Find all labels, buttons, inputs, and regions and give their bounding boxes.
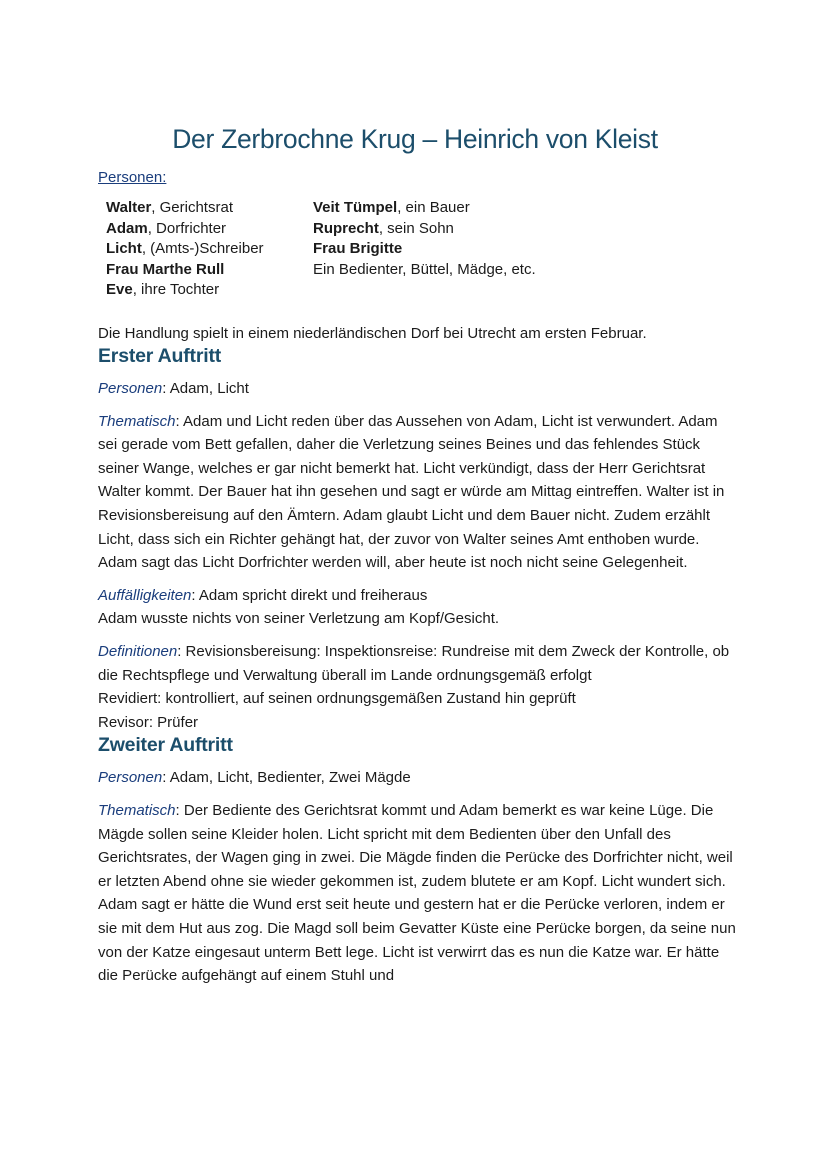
cast-name: Veit Tümpel <box>313 199 398 216</box>
auffaelligkeiten-paragraph <box>98 584 738 631</box>
definitionen-line: Revidiert: kontrolliert, auf seinen ordnungsgemäßen Zustand hin geprüft <box>98 690 576 708</box>
cast-role: , sein Sohn <box>378 219 454 237</box>
document-title: Der Zerbrochne Krug – Heinrich von Kleist <box>172 124 658 154</box>
auffaelligkeiten-text: : Adam spricht direkt und freiheraus <box>191 586 428 604</box>
cast-role: , ihre Tochter <box>132 281 220 298</box>
cast-entry <box>313 239 613 260</box>
cast-role: Ein Bedienter, Büttel, Mädge, etc. <box>313 260 536 278</box>
definitionen-paragraph <box>98 640 738 734</box>
definitionen-text: : Revisionsbereisung: Inspektionsreise: Rundreise mit dem Zweck der Kontrolle, ob die Rechtspflege und Verwaltung überall im Lande ordnungsgemäß erfolgt <box>98 643 730 684</box>
cast-name: Eve <box>106 281 133 298</box>
personen-link[interactable]: Personen: <box>98 169 167 186</box>
cast-role: , Dorfrichter <box>147 219 227 237</box>
cast-name: Ruprecht <box>313 219 379 237</box>
cast-role: , Gerichtsrat <box>151 199 233 216</box>
cast-column-1 <box>106 198 313 301</box>
cast-entry <box>313 198 613 219</box>
personen-paragraph <box>98 766 738 790</box>
cast-entry <box>106 260 313 281</box>
cast-entry <box>106 239 313 260</box>
cast-entry <box>313 260 613 281</box>
setting-paragraph: Die Handlung spielt in einem niederländischen Dorf bei Utrecht am ersten Februar. <box>98 324 647 342</box>
cast-name: Adam <box>106 219 148 237</box>
cast-name: Frau Brigitte <box>313 240 403 257</box>
cast-entry <box>106 280 313 301</box>
thematisch-label: Thematisch <box>98 412 176 430</box>
cast-entry <box>313 219 613 240</box>
section-heading-erster-auftritt: Erster Auftritt <box>98 345 222 368</box>
thematisch-text: : Adam und Licht reden über das Aussehen von Adam, Licht ist verwundert. Adam sei gerade vom Bett gefallen, daher die Verletzung seines Beines und das fehlendes Stück seiner Wange, welches er gar nicht bemerkt hat. Licht verkündigt, dass der Herr Gerichtsrat Walter kommt. Der Bauer hat ihn gesehen und sagt er würde am Mittag eintreffen. Walter ist in Revisionsbereisung auf den Ämtern. Adam glaubt Licht und dem Bauer nicht. Zudem erzählt Licht, dass sich ein Richter gehängt hat, der zuvor von Walter seines Amt enthoben wurde. Adam sagt das Licht Dorfrichter werden will, aber heute ist noch nicht seine Gelegenheit. <box>98 412 725 572</box>
cast-column-2 <box>313 198 613 301</box>
personen-label: Personen <box>98 769 163 787</box>
section-heading-zweiter-auftritt: Zweiter Auftritt <box>98 734 233 757</box>
personen-text: : Adam, Licht <box>162 380 249 398</box>
personen-paragraph <box>98 377 738 401</box>
cast-name: Walter <box>106 199 152 216</box>
thematisch-paragraph <box>98 410 738 575</box>
personen-label: Personen <box>98 380 163 398</box>
cast-role: , ein Bauer <box>397 199 470 216</box>
cast-name: Frau Marthe Rull <box>106 260 225 278</box>
definitionen-line: Revisor: Prüfer <box>98 713 199 731</box>
cast-list <box>98 198 738 301</box>
document-content <box>98 124 738 988</box>
cast-name: Licht <box>106 240 142 257</box>
cast-role: , (Amts-)Schreiber <box>141 240 264 257</box>
thematisch-label: Thematisch <box>98 802 176 819</box>
auffaelligkeiten-line: Adam wusste nichts von seiner Verletzung am Kopf/Gesicht. <box>98 610 500 628</box>
thematisch-paragraph <box>98 799 738 988</box>
cast-entry <box>106 219 313 240</box>
cast-entry <box>106 198 313 219</box>
personen-text: : Adam, Licht, Bedienter, Zwei Mägde <box>162 769 411 787</box>
auffaelligkeiten-label: Auffälligkeiten <box>98 586 192 604</box>
thematisch-text: : Der Bediente des Gerichtsrat kommt und Adam bemerkt es war keine Lüge. Die Mägde sollen seine Kleider holen. Licht spricht mit dem Bedienten über den Unfall des Gerichtsrates, der Wagen ging in zwei. Die Mägde finden die Perücke des Dorfrichter nicht, weil er letzten Abend ohne sie wieder gekommen ist, zudem blutete er am Kopf. Licht wundert sich. Adam sagt er hätte die Wund erst seit heute und gestern hat er die Perücke verloren, indem er sie mit dem Hut aus zog. Die Magd soll beim Gevatter Küste eine Perücke borgen, da seine nun von der Katze eingesaut unterm Bett lege. Licht ist verwirrt das es nun die Katze war. Er hätte die Perücke aufgehängt auf einem Stuhl und <box>98 802 736 985</box>
definitionen-label: Definitionen <box>98 643 178 661</box>
